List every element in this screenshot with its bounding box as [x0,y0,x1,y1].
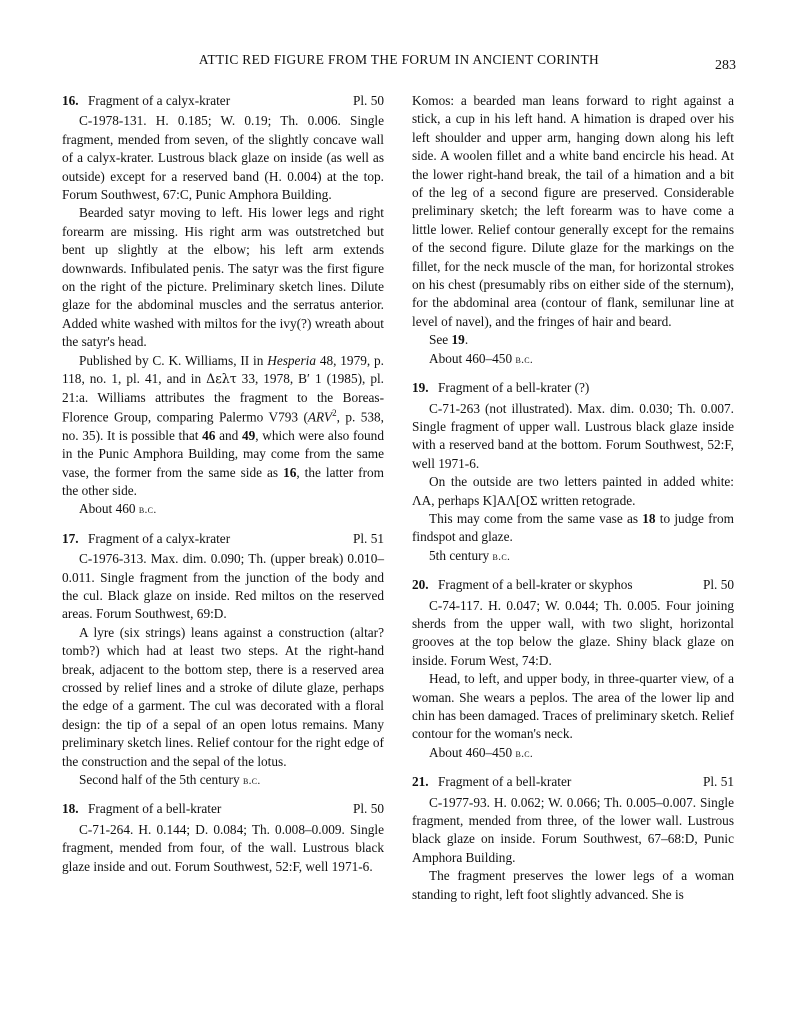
entry-number: 18. [62,801,79,817]
entry-plate-reference: Pl. 50 [352,93,384,108]
catalog-entry-heading [62,92,384,110]
right-column [412,92,734,904]
entry-bibliography: Published by C. K. Williams, II in Hesperia 48, 1979, p. 118, no. 1, pl. 41, and in Δελτ 33, 1978, Β′ 1 (1985), pl. 21:a. Williams attributes the fragment to the Boreas-Florence Group, comparing Palermo V793 (ARV$^2$, p. 538, no. 35). It is possible that 46 and 49, which were also found in the Punic Amphora Building, may come from the same vase, the former from the same side as 16, the latter from the other side. [62,352,385,498]
entry-title: Fragment of a bell-krater (?) [438,380,590,396]
entry-title: Fragment of a bell-krater [88,801,222,817]
entry-number: 21. [412,774,429,790]
entry-note: This may come from the same vase as 18 to judge from findspot and glaze. [412,510,734,545]
catalog-entry-heading [412,379,734,397]
catalog-entry-heading [412,576,734,594]
entry-description: C-74-117. H. 0.047; W. 0.044; Th. 0.005. Four joining sherds from the upper wall, with two slight, horizontal grooves at the top below the glaze. Shiny black glaze on inside. Forum West, 74:D. [412,597,734,668]
entry-inscription: On the outside are two letters painted in added white: ΛΑ, perhaps Κ]ΑΛ[ΟΣ written retograde. [412,474,734,508]
left-column [62,92,384,876]
entry-description: C-1978-131. H. 0.185; W. 0.19; Th. 0.006. Single fragment, mended from seven, of the slightly concave wall of a calyx-krater. Lustrous black glaze on inside (as well as outside) except for a reserved band (H. 0.004) at the top. Forum Southwest, 67:C, Punic Amphora Building. [62,113,384,203]
entry-date: 5th century b.c. [429,547,511,563]
entry-number: 20. [412,577,429,593]
running-head [62,52,736,74]
entry-date: About 460 b.c. [79,501,157,517]
catalog-entry-heading [62,800,384,818]
entry-plate-reference: Pl. 51 [702,774,734,790]
entry-plate-reference: Pl. 50 [352,801,384,817]
entry-description: C-71-263 (not illustrated). Max. dim. 0.030; Th. 0.007. Single fragment of upper wall. Lustrous black glaze inside with a reserved band at the bottom. Forum Southwest, 52:F, well 1971-6. [412,400,734,471]
entry-description: C-1976-313. Max. dim. 0.090; Th. (upper break) 0.010–0.011. Single fragment from the junction of the body and the cul. Black glaze on inside. Red miltos on the reserved areas. Forum Southwest, 69:D. [62,551,384,622]
entry-date: About 460–450 b.c. [429,744,534,760]
entry-title: Fragment of a calyx-krater [88,93,231,108]
entry-title: Fragment of a calyx-krater [88,530,231,546]
entry-title: Fragment of a bell-krater [438,774,572,790]
page-number: 283 [715,58,736,73]
entry-description: A lyre (six strings) leans against a construction (altar? tomb?) which had at least two steps. At the right-hand break, adjacent to the bottom step, there is a reserved area crossed by relief lines and a stroke of dilute glaze, perhaps the edge of a garment. The cul was decorated with a floral design: the tip of a sepal of an open lotus remains. Many preliminary sketch lines. Relief contour for the right edge of the construction and the sepal of the lotus. [62,624,384,769]
entry-description: C-1977-93. H. 0.062; W. 0.066; Th. 0.005–0.007. Single fragment, mended from three, of the lower wall. Lustrous black glaze on inside. Forum Southwest, 67–68:D, Punic Amphora Building. [412,794,734,865]
two-column-body [62,92,736,904]
cross-reference: See 19. [429,332,469,348]
entry-plate-reference: Pl. 50 [702,577,734,593]
catalog-entry-heading [62,530,384,548]
entry-description: Bearded satyr moving to left. His lower legs and right forearm are missing. His right arm was outstretched but bent up slightly at the elbow; his left arm extends downwards. Infibulated penis. The satyr was the first figure on the right of the picture. Preliminary sketch lines. Dilute glaze for the abdominal muscles and the serratus anterior. Added white washed with miltos for the ivy(?) wreath about the satyr's head. [62,205,384,350]
entry-number: 17. [62,530,79,546]
entry-date: Second half of the 5th century b.c. [79,772,261,788]
entry-description: C-71-264. H. 0.144; D. 0.084; Th. 0.008–0.009. Single fragment, mended from four, of the wall. Lustrous black glaze inside and out. Forum Southwest, 52:F, well 1971-6. [62,821,384,874]
entry-description-continued: Komos: a bearded man leans forward to right against a stick, a cup in his left hand. A himation is draped over his left shoulder and upper arm, hanging down along his left side. A woolen fillet and a white band encircle his head. At the lower right-hand break, the tail of a himation and a bit of the leg of a second figure are preserved. Considerable preliminary sketch; the left forearm was to have come a little lower. Relief contour generally except for the remains of the second figure. Dilute glaze for the markings on the fillet, for the neck muscle of the man, for horizontal strokes on his chest (presumably ribs on either side of the sternum), for the abdominal area (contour of flank, semilunar line at level of navel), and the fringes of hair and beard. [412,93,734,329]
entry-description: The fragment preserves the lower legs of a woman standing to right, left foot slightly advanced. She is [412,868,734,902]
running-title: ATTIC RED FIGURE FROM THE FORUM IN ANCIENT CORINTH [198,52,600,67]
entry-number: 16. [62,93,79,108]
entry-description: Head, to left, and upper body, in three-quarter view, of a woman. She wears a peplos. The area of the lower lip and chin has been damaged. Traces of preliminary sketch. Relief contour for the woman's neck. [412,671,734,742]
entry-date: About 460–450 b.c. [429,350,534,366]
catalog-entry-heading [412,773,734,791]
entry-title: Fragment of a bell-krater or skyphos [438,577,633,593]
entry-number: 19. [412,380,429,396]
entry-plate-reference: Pl. 51 [352,530,384,546]
